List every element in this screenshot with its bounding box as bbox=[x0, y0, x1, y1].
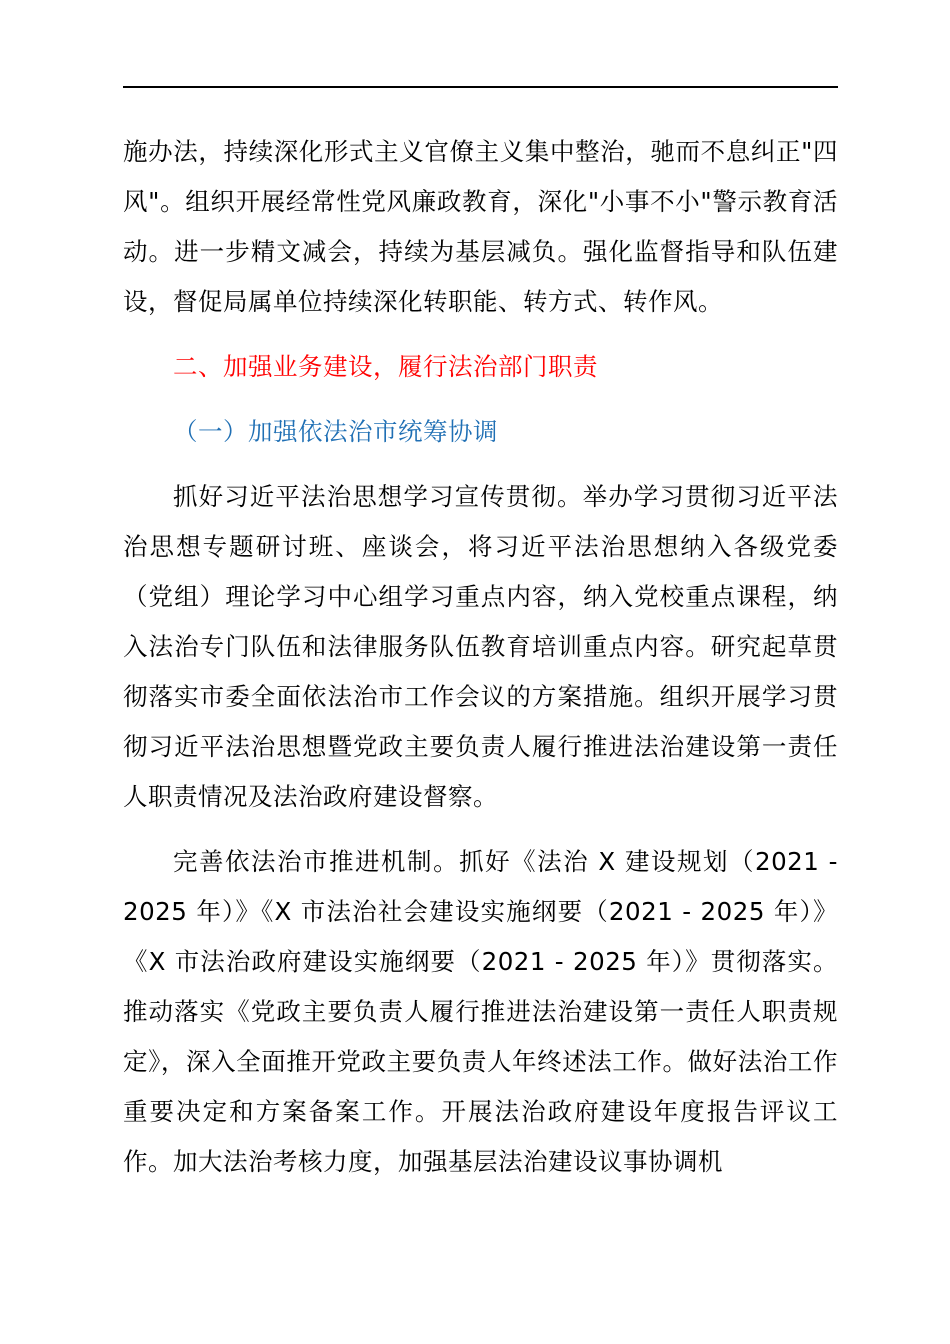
section-heading: 二、加强业务建设，履行法治部门职责 bbox=[173, 352, 598, 381]
header-rule bbox=[123, 86, 838, 88]
paragraph-study-thought: 抓好习近平法治思想学习宣传贯彻。举办学习贯彻习近平法治思想专题研讨班、座谈会，将习近平法治思想纳入各级党委（党组）理论学习中心组学习重点内容，纳入党校重点课程，纳入法治专门队伍和法律服务队伍教育培训重点内容。研究起草贯彻落实市委全面依法治市工作会议的方案措施。组织开展学习贯彻习近平法治思想暨党政主要负责人履行推进法治建设第一责任人职责情况及法治政府建设督察。 bbox=[123, 482, 838, 811]
document-body bbox=[123, 127, 838, 1187]
subsection-heading: （一）加强依法治市统筹协调 bbox=[173, 417, 498, 446]
paragraph-continuation: 施办法，持续深化形式主义官僚主义集中整治，驰而不息纠正"四风"。组织开展经常性党风廉政教育，深化"小事不小"警示教育活动。进一步精文减会，持续为基层减负。强化监督指导和队伍建设，督促局属单位持续深化转职能、转方式、转作风。 bbox=[123, 137, 838, 316]
paragraph-mechanism: 完善依法治市推进机制。抓好《法治 X 建设规划（2021 - 2025 年）》《X 市法治社会建设实施纲要（2021 - 2025 年）》《X 市法治政府建设实施纲要（2021 - 2025 年）》贯彻落实。推动落实《党政主要负责人履行推进法治建设第一责任人职责规定》，深入全面推开党政主要负责人年终述法工作。做好法治工作重要决定和方案备案工作。开展法治政府建设年度报告评议工作。加大法治考核力度，加强基层法治建设议事协调机 bbox=[123, 847, 838, 1176]
